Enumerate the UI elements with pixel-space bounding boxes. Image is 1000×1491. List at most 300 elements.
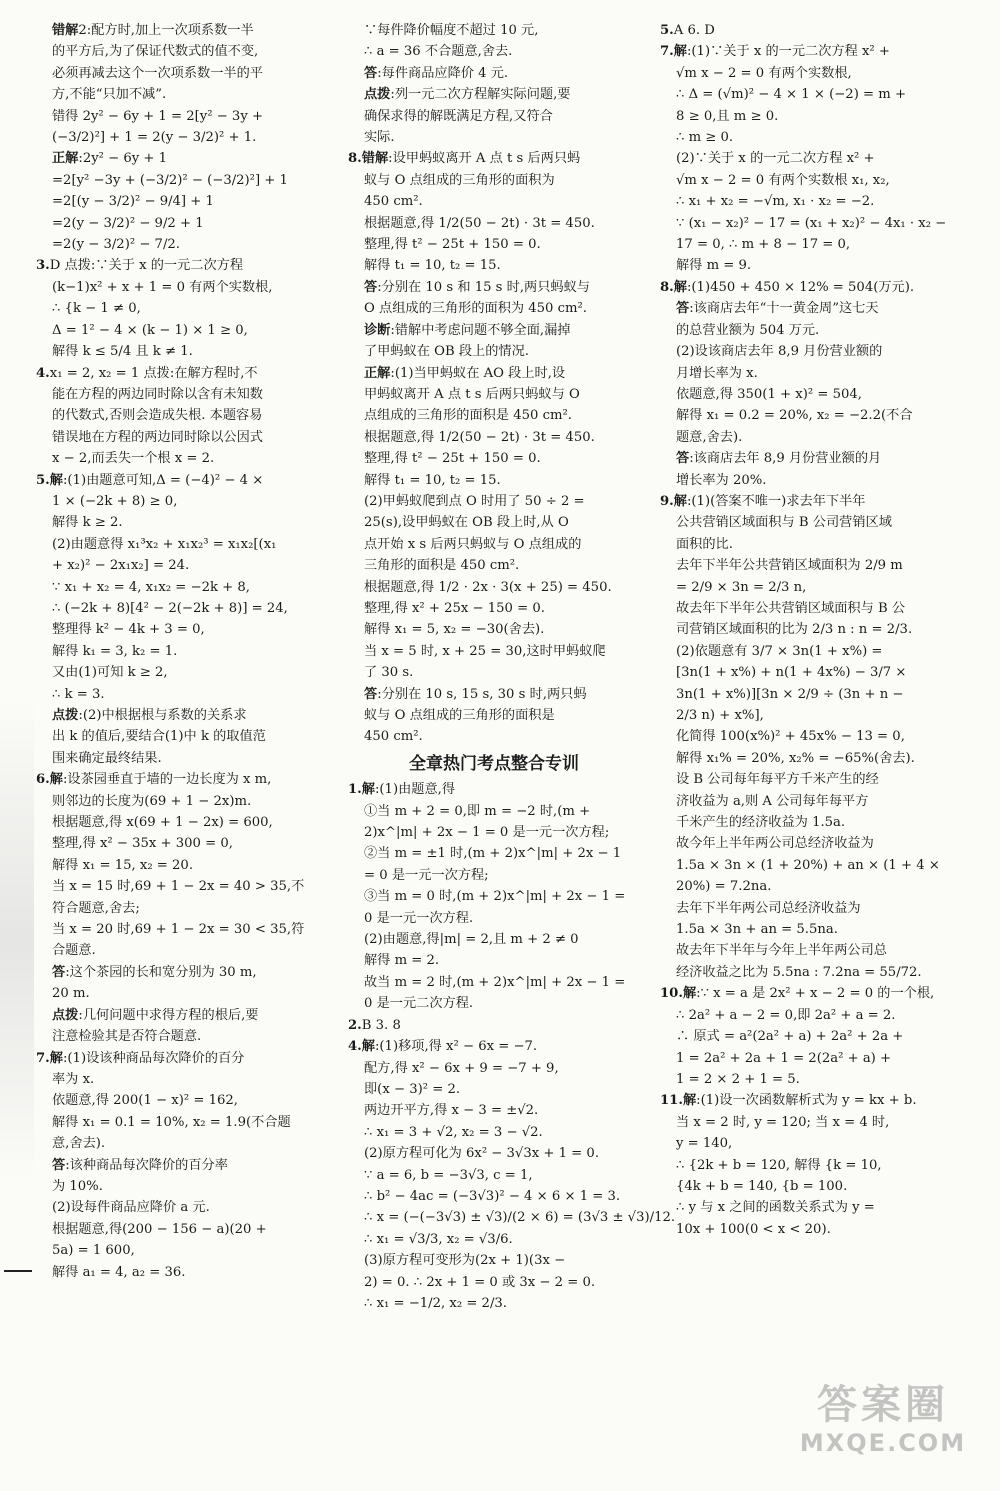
answer-text: ∴ x₁ = 3 + √2, x₂ = 3 − √2. [364, 1124, 543, 1140]
answer-line [348, 512, 640, 533]
answer-line [36, 470, 326, 491]
answer-line [660, 148, 960, 169]
answer-line [660, 641, 960, 662]
answer-tag: 解 [361, 1039, 375, 1055]
answer-line [348, 298, 640, 319]
answer-text: ∴ m ≥ 0. [676, 130, 734, 146]
answer-text: 司营销区域面积的比为 2/3 n : n = 2/3. [676, 622, 913, 638]
answer-line [36, 491, 326, 512]
answer-line [348, 384, 640, 405]
answer-text: y = 140, [676, 1136, 733, 1152]
answer-line [348, 1058, 640, 1079]
answer-line [36, 427, 326, 448]
answer-text: 解得 x₁ = 15, x₂ = 20. [52, 857, 194, 873]
answer-text: 能在方程的两边同时除以含有未知数 [52, 386, 263, 402]
answer-text: ②当 m = ±1 时,(m + 2)x^|m| + 2x − 1 [364, 846, 622, 862]
question-number: 7. [660, 44, 674, 60]
answer-text: 实际. [364, 130, 395, 146]
answer-text: (2)依题意有 3/7 × 3n(1 + x%) = [676, 643, 883, 659]
answer-text: ∴ x₁ = √3/3, x₂ = √3/6. [364, 1231, 513, 1247]
answer-tag: 正解 [52, 151, 79, 167]
answer-line [348, 929, 640, 950]
answer-line [348, 662, 640, 683]
answer-text: 解得 x₁ = 5, x₂ = −30(舍去). [364, 622, 545, 638]
answer-line [348, 726, 640, 747]
answer-text: 根据题意,得 1/2(50 − 2t) · 3t = 450. [364, 429, 595, 445]
answer-text: 450 cm². [364, 194, 423, 210]
answer-text: ∴ k = 3. [52, 686, 105, 702]
answer-tag: 解 [49, 1050, 63, 1066]
answer-text: 解得 t₁ = 10, t₂ = 15. [364, 472, 501, 488]
question-number: 8. [660, 279, 674, 295]
answer-line [660, 534, 960, 555]
answer-line [36, 876, 326, 897]
answer-text: A 6. D [673, 23, 715, 38]
answer-text: 10x + 100(0 < x < 20). [676, 1221, 831, 1237]
answer-text: 当 x = 15 时,69 + 1 − 2x = 40 > 35,不 [52, 879, 305, 895]
answer-line [36, 20, 326, 41]
answer-text: 去年下半年两公司总经济收益为 [676, 900, 861, 916]
answer-text: 解得 x₁ = 0.1 = 10%, x₂ = 1.9(不合题 [52, 1114, 291, 1130]
answer-line [36, 341, 326, 362]
answer-line [660, 384, 960, 405]
column-right [660, 20, 960, 1240]
answer-line [660, 1133, 960, 1154]
answer-text: 错误地在方程的两边同时除以公因式 [52, 429, 263, 445]
answer-line [660, 555, 960, 576]
answer-line [348, 234, 640, 255]
answer-text: 必须再减去这个一次项系数一半的平 [52, 65, 263, 81]
answer-line [36, 619, 326, 640]
answer-line [36, 41, 326, 62]
answer-text: 根据题意,得 1/2 · 2x · 3(x + 25) = 450. [364, 579, 612, 595]
answer-line [660, 1155, 960, 1176]
answer-line [36, 577, 326, 598]
answer-line [36, 748, 326, 769]
answer-text: 经济收益之比为 5.5na : 7.2na = 55/72. [676, 964, 922, 980]
answer-text: 解得 x₁ = 0.2 = 20%, x₂ = −2.2(不合 [676, 408, 913, 424]
answer-text: 解得 a₁ = 4, a₂ = 36. [52, 1264, 186, 1280]
answer-line [348, 1143, 640, 1164]
answer-tag: 解 [673, 493, 687, 509]
answer-tag: 答 [52, 964, 66, 980]
answer-line [348, 619, 640, 640]
answer-text: 面积的比. [676, 536, 733, 552]
answer-line [660, 427, 960, 448]
question-number: 9. [660, 493, 674, 509]
answer-text: 450 cm². [364, 729, 423, 745]
answer-line [36, 641, 326, 662]
answer-line [36, 962, 326, 983]
answer-line [348, 448, 640, 469]
answer-text: 去年下半年公共营销区域面积为 2/9 m [676, 558, 903, 574]
answer-tag: 点拨 [52, 708, 79, 723]
answer-line [348, 1272, 640, 1293]
answer-line [660, 1176, 960, 1197]
answer-tag: 答 [52, 1157, 66, 1173]
answer-text: (3)原方程可变形为(2x + 1)(3x − [364, 1253, 566, 1269]
answer-line [348, 320, 640, 341]
answer-line [348, 1015, 640, 1036]
answer-line [660, 20, 960, 41]
answer-line [660, 598, 960, 619]
answer-tag: 解 [49, 772, 63, 788]
answer-line [348, 1100, 640, 1121]
answer-line [36, 512, 326, 533]
answer-tag: 错解 [52, 23, 79, 38]
answer-tag: 答 [364, 65, 378, 81]
answer-text: :设甲蚂蚁离开 A 点 t s 后两只蚂 [388, 151, 581, 167]
answer-line [660, 277, 960, 298]
question-number: 11. [660, 1093, 683, 1109]
answer-line [660, 1048, 960, 1069]
answer-line [36, 1026, 326, 1047]
answer-text: :该种商品每次降价的百分率 [65, 1157, 228, 1173]
answer-text: 配方,得 x² − 6x + 9 = −7 + 9, [364, 1060, 559, 1076]
answer-text: 即(x − 3)² = 2. [364, 1081, 461, 1097]
answer-text: 合题意. [52, 943, 96, 959]
answer-text: 增长率为 20%. [676, 472, 767, 488]
answer-text: :(2)中根据根与系数的关系求 [78, 708, 247, 723]
answer-line [660, 127, 960, 148]
answer-text: 解得 k ≤ 5/4 且 k ≠ 1. [52, 344, 193, 360]
answer-text: :(1)由题意,得 [374, 782, 456, 798]
answer-line [36, 1005, 326, 1026]
answer-tag: 解 [673, 279, 687, 295]
answer-text: 故今年上半年两公司总经济收益为 [676, 836, 874, 852]
answer-line [660, 791, 960, 812]
answer-text: ∴ 2a² + a − 2 = 0,即 2a² + a = 2. [676, 1007, 896, 1023]
answer-text: 2) = 0. ∴ 2x + 1 = 0 或 3x − 2 = 0. [364, 1274, 596, 1290]
answer-text: :(1)移项,得 x² − 6x = −7. [374, 1039, 538, 1055]
answer-text: :(1)∵关于 x 的一元二次方程 x² + [686, 44, 890, 60]
answer-line [660, 684, 960, 705]
question-number: 5. [660, 23, 674, 38]
answer-line [348, 801, 640, 822]
answer-text: 当 x = 2 时, y = 120; 当 x = 4 时, [676, 1114, 890, 1130]
answer-line [660, 577, 960, 598]
answer-text: 月增长率为 x. [676, 365, 758, 381]
answer-tag: 解 [682, 1093, 697, 1109]
answer-line [36, 127, 326, 148]
answer-line [660, 1112, 960, 1133]
answer-text: 了 30 s. [364, 665, 414, 681]
question-number: 6. [36, 772, 50, 788]
answer-text: :(1)当甲蚂蚁在 AO 段上时,设 [390, 365, 566, 381]
answer-text: 两边开平方,得 x − 3 = ±√2. [364, 1103, 539, 1119]
answer-line [348, 534, 640, 555]
answer-text: 0 是一元二次方程. [364, 996, 474, 1012]
answer-line [660, 726, 960, 747]
answer-line [348, 1165, 640, 1186]
answer-text: 则邻边的长度为(69 + 1 − 2x)m. [52, 793, 252, 809]
answer-line [660, 705, 960, 726]
answer-text: 整理得 k² − 4k + 3 = 0, [52, 622, 205, 638]
question-number: 2. [348, 1017, 362, 1033]
answer-text: 的平方后,为了保证代数式的值不变, [52, 44, 259, 60]
answer-text: 0 是一元一次方程. [364, 910, 474, 926]
answer-line [660, 41, 960, 62]
answer-text: Δ = 1² − 4 × (k − 1) × 1 ≥ 0, [52, 322, 248, 338]
answer-line [348, 255, 640, 276]
answer-text: :(1)450 + 450 × 12% = 504(万元). [686, 279, 915, 295]
answer-text: :这个茶园的长和宽分别为 30 m, [65, 964, 257, 980]
answer-text: ∴ Δ = (√m)² − 4 × 1 × (−2) = m + [676, 87, 907, 103]
answer-line [348, 106, 640, 127]
answer-text: 整理,得 x² − 35x + 300 = 0, [52, 836, 233, 852]
answer-line [348, 908, 640, 929]
answer-text: 解得 k ≥ 2. [52, 515, 123, 531]
answer-text: ∴ b² − 4ac = (−3√3)² − 4 × 6 × 1 = 3. [364, 1188, 621, 1204]
answer-line [348, 779, 640, 800]
answer-tag: 错解 [361, 151, 389, 167]
answer-line [348, 1122, 640, 1143]
answer-text: 1 × (−2k + 8) ≥ 0, [52, 493, 178, 509]
answer-text: 解得 t₁ = 10, t₂ = 15. [364, 258, 501, 274]
answer-text: 整理,得 t² − 25t + 150 = 0. [364, 237, 541, 253]
answer-text: :几何问题中求得方程的根后,要 [78, 1007, 259, 1023]
answer-line [348, 822, 640, 843]
answer-line [36, 1219, 326, 1240]
answer-text: 1.5a × 3n + an = 5.5na. [676, 922, 838, 938]
answer-tag: 正解 [364, 365, 391, 381]
answer-text: 围来确定最终结果. [52, 750, 162, 766]
question-number: 7. [36, 1050, 50, 1066]
answer-line [660, 448, 960, 469]
answer-line [348, 1229, 640, 1250]
answer-text: ③当 m = 0 时,(m + 2)x^|m| + 2x − 1 = [364, 889, 626, 905]
answer-text: 2/3 n) + x%], [676, 708, 764, 723]
answer-line [348, 1207, 676, 1228]
answer-text: 依题意,得 350(1 + x)² = 504, [676, 386, 862, 402]
answer-text: 意,舍去). [52, 1136, 106, 1152]
answer-line [660, 213, 960, 234]
answer-text: 1 = 2a² + 2a + 1 = 2(2a² + a) + [676, 1050, 892, 1066]
answer-text: :每件商品应降价 4 元. [377, 65, 509, 81]
question-number: 5. [36, 472, 50, 488]
answer-line [348, 84, 640, 105]
answer-line [36, 898, 326, 919]
answer-text: (k−1)x² + x + 1 = 0 有两个实数根, [52, 279, 273, 295]
answer-line [348, 1293, 640, 1314]
answer-text: (2)设每件商品应降价 a 元. [52, 1200, 210, 1216]
answer-line [660, 748, 960, 769]
answer-text: 故去年下半年与今年上半年两公司总 [676, 943, 887, 959]
answer-text: 千米产生的经济收益为 1.5a. [676, 815, 846, 831]
answer-tag: 诊断 [364, 322, 391, 338]
answer-line [36, 1112, 326, 1133]
answer-line [348, 950, 640, 971]
answer-line [348, 598, 640, 619]
answer-text: 故当 m = 2 时,(m + 2)x^|m| + 2x − 1 = [364, 974, 626, 990]
answer-line [36, 234, 326, 255]
answer-line [348, 993, 640, 1014]
answer-line [348, 1250, 640, 1271]
answer-text: 设 B 公司每年每平方千米产生的经 [676, 772, 879, 788]
answer-tag: 解 [673, 44, 687, 60]
answer-text: =2(y − 3/2)² − 7/2. [52, 237, 180, 253]
answer-text: x₁ = 2, x₂ = 1 点拨:在解方程时,不 [49, 365, 258, 381]
answer-line [348, 213, 640, 234]
answer-text: (2)由题意得 x₁³x₂ + x₁x₂³ = x₁x₂[(x₁ [52, 536, 277, 552]
answer-line [36, 919, 326, 940]
answer-line [36, 448, 326, 469]
answer-line [660, 1197, 960, 1218]
answer-line [660, 170, 960, 191]
answer-line [660, 1090, 960, 1111]
answer-line [660, 876, 960, 897]
answer-text: ∴ {k − 1 ≠ 0, [52, 301, 141, 317]
answer-text: =2(y − 3/2)² − 9/2 + 1 [52, 215, 204, 231]
answer-line [348, 20, 640, 41]
answer-line [348, 127, 640, 148]
answer-text: 公共营销区域面积与 B 公司营销区域 [676, 515, 892, 531]
answer-text: 解得 x₁% = 20%, x₂% = −65%(舍去). [676, 750, 915, 766]
watermark-logo: 答案圈 [817, 1382, 949, 1428]
question-number: 1. [348, 782, 362, 798]
answer-line [660, 512, 960, 533]
answer-line [36, 191, 326, 212]
answer-line [36, 363, 326, 384]
answer-text: =2[y² −3y + (−3/2)² − (−3/2)²] + 1 [52, 172, 288, 188]
answer-line [660, 940, 960, 961]
answer-text: ∵ x₁ + x₂ = 4, x₁x₂ = −2k + 8, [52, 579, 250, 595]
answer-line [36, 726, 326, 747]
answer-line [36, 555, 326, 576]
answer-line [348, 577, 640, 598]
answer-text: ∴ a = 36 不合题意,舍去. [364, 44, 513, 60]
answer-line [36, 63, 326, 84]
answer-line [660, 255, 960, 276]
answer-line [348, 363, 640, 384]
answer-line [348, 148, 640, 169]
answer-text: [3n(1 + x%) + n(1 + 4x%) − 3/7 × [676, 665, 907, 681]
answer-line [36, 534, 326, 555]
answer-text: :(1)(答案不唯一)求去年下半年 [686, 493, 866, 509]
answer-text: ∴ (−2k + 8)[4² − 2(−2k + 8)] = 24, [52, 600, 288, 616]
answer-line [36, 983, 326, 1004]
answer-text: √m x − 2 = 0 有两个实数根 x₁, x₂, [676, 172, 890, 188]
answer-text: 化简得 100(x%)² + 45x% − 13 = 0, [676, 729, 905, 745]
answer-text: 错得 2y² − 6y + 1 = 2[y² − 3y + [52, 108, 264, 124]
answer-line [36, 791, 326, 812]
answer-line [36, 1048, 326, 1069]
answer-text: :该商店去年“十一黄金周”这七天 [689, 301, 879, 317]
answer-text: D 点拨:∵关于 x 的一元二次方程 [49, 258, 244, 274]
answer-text: (2)设该商店去年 8,9 月份营业额的 [676, 344, 883, 360]
answer-line [660, 405, 960, 426]
answer-text: 25(s),设甲蚂蚁在 OB 段上时,从 O [364, 515, 569, 531]
answer-text: 确保求得的解既满足方程,又符合 [364, 108, 553, 124]
answer-line [660, 106, 960, 127]
answer-line [348, 843, 640, 864]
answer-text: :错解中考虑问题不够全面,漏掉 [390, 322, 571, 338]
answer-text: :列一元二次方程解实际问题,要 [390, 87, 571, 103]
answer-text: 1 = 2 × 2 + 1 = 5. [676, 1071, 800, 1087]
answer-text: ∵每件降价幅度不超过 10 元, [364, 23, 539, 38]
answer-text: 出 k 的值后,要结合(1)中 k 的取值范 [52, 729, 266, 745]
answer-line [36, 320, 326, 341]
answer-line [36, 1155, 326, 1176]
answer-text: 2)x^|m| + 2x − 1 = 0 是一元一次方程; [364, 825, 610, 841]
answer-line [660, 84, 960, 105]
answer-text: 三角形的面积是 450 cm². [364, 558, 520, 574]
answer-text: ①当 m + 2 = 0,即 m = −2 时,(m + [364, 803, 591, 819]
answer-line [348, 405, 640, 426]
answer-text: :分别在 10 s, 15 s, 30 s 时,两只蚂 [377, 686, 587, 702]
answer-text: 的代数式,否则会造成失根. 本题容易 [52, 408, 263, 424]
answer-line [36, 769, 326, 790]
answer-text: 题意,舍去). [676, 429, 743, 445]
answer-line [660, 470, 960, 491]
question-number: 3. [36, 258, 50, 274]
answer-text: 点组成的三角形的面积是 450 cm². [364, 408, 572, 424]
answer-line [660, 962, 960, 983]
answer-line [660, 491, 960, 512]
answer-tag: 答 [364, 279, 378, 295]
answer-text: 根据题意,得 1/2(50 − 2t) · 3t = 450. [364, 215, 595, 231]
answer-tag: 解 [49, 472, 63, 488]
answer-text: 根据题意,得 x(69 + 1 − 2x) = 600, [52, 815, 273, 831]
answer-line [36, 705, 326, 726]
answer-text: :(1)由题意可知,Δ = (−4)² − 4 × [62, 472, 264, 488]
answer-line [660, 1219, 960, 1240]
answer-line [36, 1090, 326, 1111]
answer-text: (2)原方程可化为 6x² − 3√3x + 1 = 0. [364, 1146, 600, 1162]
answer-text: B 3. 8 [361, 1017, 401, 1033]
answer-tag: 点拨 [52, 1007, 79, 1023]
answer-text: 解得 m = 2. [364, 953, 440, 969]
answer-text: 20%) = 7.2na. [676, 879, 772, 895]
answer-line [36, 405, 326, 426]
answer-line [348, 1186, 640, 1207]
answer-text: ∴ y 与 x 之间的函数关系式为 y = [676, 1200, 875, 1216]
question-number: 8. [348, 151, 362, 167]
answer-text: 率为 x. [52, 1071, 95, 1087]
section-title: 全章热门考点整合专训 [409, 753, 579, 774]
answer-text: 符合题意,舍去; [52, 900, 140, 916]
answer-line [660, 191, 960, 212]
answer-text: :(1)设该种商品每次降价的百分 [62, 1050, 245, 1066]
answer-line [660, 812, 960, 833]
answer-line [348, 555, 640, 576]
answer-text: 的总营业额为 504 万元. [676, 322, 820, 338]
answer-text: 5a) = 1 600, [52, 1243, 135, 1259]
answer-line [348, 972, 640, 993]
answer-line [348, 491, 640, 512]
answer-line [660, 234, 960, 255]
answer-text: ∴ x = (−(−3√3) ± √3)/(2 × 6) = (3√3 ± √3)/12. [364, 1210, 676, 1226]
answer-line [36, 833, 326, 854]
answer-text: 整理,得 x² + 25x − 150 = 0. [364, 600, 545, 616]
answer-line [348, 191, 640, 212]
answer-line [660, 619, 960, 640]
question-number: 4. [36, 365, 50, 381]
answer-tag: 点拨 [364, 87, 391, 103]
watermark-url: MXQE.COM [799, 1429, 967, 1457]
answer-line [36, 170, 326, 191]
answer-text: 了甲蚂蚁在 OB 段上的情况. [364, 344, 529, 360]
answer-text: + x₂)² − 2x₁x₂] = 24. [52, 558, 190, 574]
column-left [36, 20, 326, 1283]
answer-tag: 解 [682, 986, 697, 1002]
answer-text: 又由(1)可知 k ≥ 2, [52, 665, 168, 681]
answer-line [348, 341, 640, 362]
answer-text: x − 2,而丢失一个根 x = 2. [52, 451, 215, 467]
answer-line [348, 641, 640, 662]
answer-line [660, 363, 960, 384]
answer-text: 2:配方时,加上一次项系数一半 [78, 23, 254, 38]
